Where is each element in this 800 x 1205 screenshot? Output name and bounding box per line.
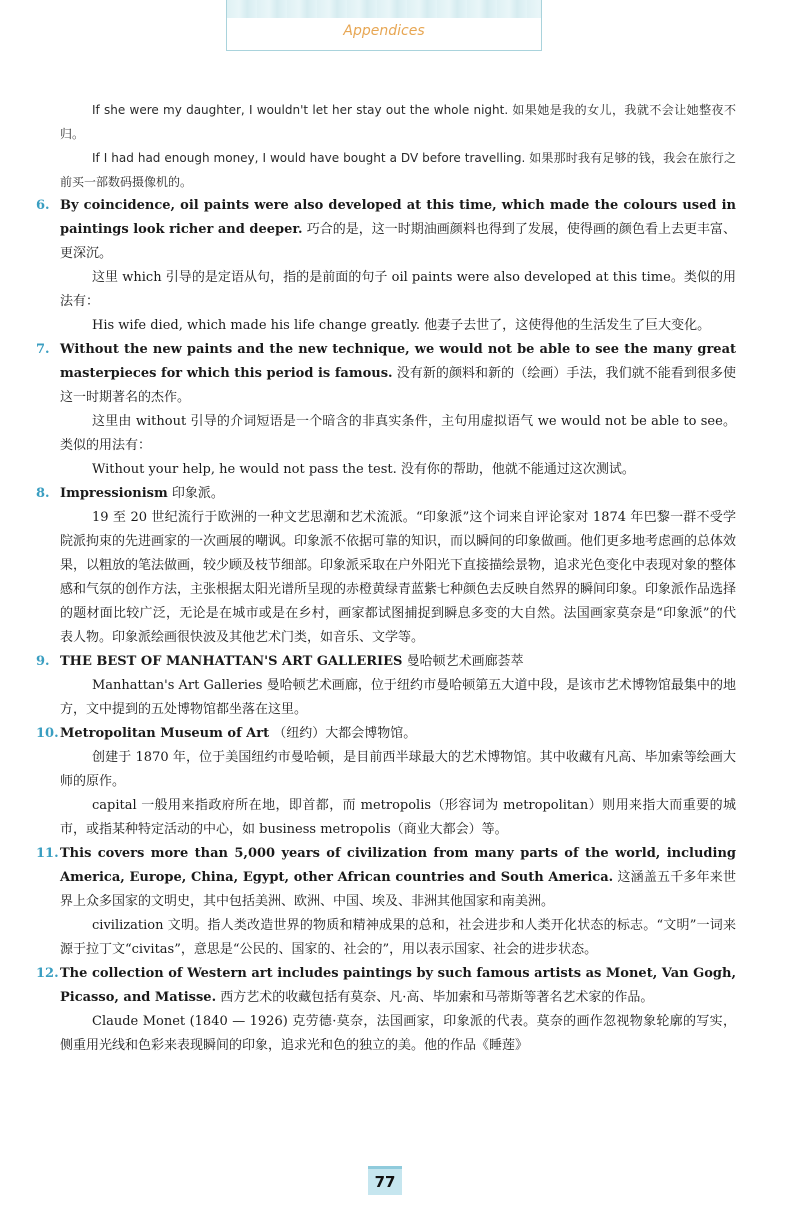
note-heading-english: By coincidence, oil paints were also developed at this time, which made the colours used in paintings look richer and deeper. — [60, 198, 736, 237]
note-number: 6. — [36, 198, 50, 213]
note-heading-english: Without the new paints and the new technique, we would not be able to see the many great masterpieces for which this period is famous. — [60, 342, 736, 381]
page-content — [36, 98, 736, 1058]
note-heading — [36, 842, 736, 914]
note-body: 这里 which 引导的是定语从句，指的是前面的句子 oil paints were also developed at this time。类似的用法有： — [60, 270, 736, 309]
note-number: 7. — [36, 342, 50, 357]
example-sentence-1: If she were my daughter, I wouldn't let her stay out the whole night. 如果她是我的女儿，我就不会让她整夜不归。 — [60, 103, 736, 141]
note-example: Without your help, he would not pass the test. 没有你的帮助，他就不能通过这次测试。 — [92, 462, 635, 477]
note-6 — [36, 194, 736, 338]
note-heading — [36, 962, 736, 1010]
note-heading-chinese: （纽约）大都会博物馆。 — [269, 726, 417, 741]
note-9 — [36, 650, 736, 722]
note-heading-chinese: 曼哈顿艺术画廊荟萃 — [402, 654, 524, 669]
note-heading-english: Metropolitan Museum of Art — [60, 726, 270, 741]
section-title: Appendices — [343, 23, 425, 39]
note-heading — [36, 650, 736, 674]
note-11 — [36, 842, 736, 962]
header-tab — [226, 0, 542, 51]
note-body: 这里由 without 引导的介词短语是一个暗含的非真实条件，主句用虚拟语气 we would not be able to see。类似的用法有： — [60, 414, 736, 453]
note-number: 8. — [36, 486, 50, 501]
example-sentence-2: If I had had enough money, I would have bought a DV before travelling. 如果那时我有足够的钱，我会在旅行之前买一部数码摄像机的。 — [60, 151, 736, 189]
page-number: 77 — [368, 1166, 402, 1195]
note-number: 11. — [36, 846, 59, 861]
note-12 — [36, 962, 736, 1058]
note-heading-chinese: 巧合的是，这一时期油画颜料也得到了发展，使得画的颜色看上去更丰富、更深沉。 — [60, 222, 737, 261]
note-number: 10. — [36, 726, 59, 741]
note-heading-chinese: 没有新的颜料和新的（绘画）手法，我们就不能看到很多使这一时期著名的杰作。 — [60, 366, 736, 405]
note-body: civilization 文明。指人类改造世界的物质和精神成果的总和，社会进步和人类开化状态的标志。“文明”一词来源于拉丁文“civitas”，意思是“公民的、国家的、社会的”，用以表示国家、社会的进步状态。 — [60, 918, 736, 957]
note-number: 9. — [36, 654, 50, 669]
note-heading-chinese: 这涵盖五千多年来世界上众多国家的文明史，其中包括美洲、欧洲、中国、埃及、非洲其他国家和南美洲。 — [60, 870, 736, 909]
note-heading — [36, 722, 736, 746]
note-body: Claude Monet (1840 — 1926) 克劳德·莫奈，法国画家，印象派的代表。莫奈的画作忽视物象轮廓的写实，侧重用光线和色彩来表现瞬间的印象，追求光和色的独立的美。他的作品《睡莲》 — [60, 1014, 736, 1053]
note-heading — [36, 482, 736, 506]
note-body: 创建于 1870 年，位于美国纽约市曼哈顿，是目前西半球最大的艺术博物馆。其中收藏有凡高、毕加索等绘画大师的原作。 — [60, 750, 736, 789]
note-8 — [36, 482, 736, 650]
note-heading-english: The collection of Western art includes paintings by such famous artists as Monet, Van Gogh, Picasso, and Matisse. — [60, 966, 736, 1005]
note-heading — [36, 194, 736, 266]
note-body: Manhattan's Art Galleries 曼哈顿艺术画廊，位于纽约市曼哈顿第五大道中段，是该市艺术博物馆最集中的地方，文中提到的五处博物馆都坐落在这里。 — [60, 678, 736, 717]
note-heading-english: Impressionism — [60, 486, 168, 501]
note-heading-chinese: 西方艺术的收藏包括有莫奈、凡·高、毕加索和马蒂斯等著名艺术家的作品。 — [216, 990, 654, 1005]
note-heading — [36, 338, 736, 410]
note-heading-english: THE BEST OF MANHATTAN'S ART GALLERIES — [60, 654, 403, 669]
note-number: 12. — [36, 966, 59, 981]
note-example: His wife died, which made his life change greatly. 他妻子去世了，这使得他的生活发生了巨大变化。 — [92, 318, 711, 333]
note-body: capital 一般用来指政府所在地，即首都，而 metropolis（形容词为 metropolitan）则用来指大而重要的城市，或指某种特定活动的中心，如 business metropolis（商业大都会）等。 — [60, 798, 736, 837]
note-heading-chinese: 印象派。 — [167, 486, 224, 501]
note-body: 19 至 20 世纪流行于欧洲的一种文艺思潮和艺术流派。“印象派”这个词来自评论家对 1874 年巴黎一群不受学院派拘束的先进画家的一次画展的嘲讽。印象派不依据可靠的知识，而以瞬间的印象做画。他们更多地考虑画的总体效果，以粗放的笔法做画，较少顾及枝节细部。印象派采取在户外阳光下直接描绘景物，追求光色变化中表现对象的整体感和气氛的创作方法，主张根据太阳光谱所呈现的赤橙黄绿青蓝紫七种颜色去反映自然界的瞬间印象。印象派作品选择的题材面比较广泛，无论是在城市或是在乡村，画家都试图捕捉到瞬息多变的大自然。法国画家莫奈是“印象派”的代表人物。印象派绘画很快波及其他艺术门类，如音乐、文学等。 — [60, 510, 737, 645]
note-heading-english: This covers more than 5,000 years of civilization from many parts of the world, including America, Europe, China, Egypt, other African countries and South America. — [60, 846, 736, 885]
header-decorative-band — [227, 0, 541, 18]
note-10 — [36, 722, 736, 842]
note-7 — [36, 338, 736, 482]
